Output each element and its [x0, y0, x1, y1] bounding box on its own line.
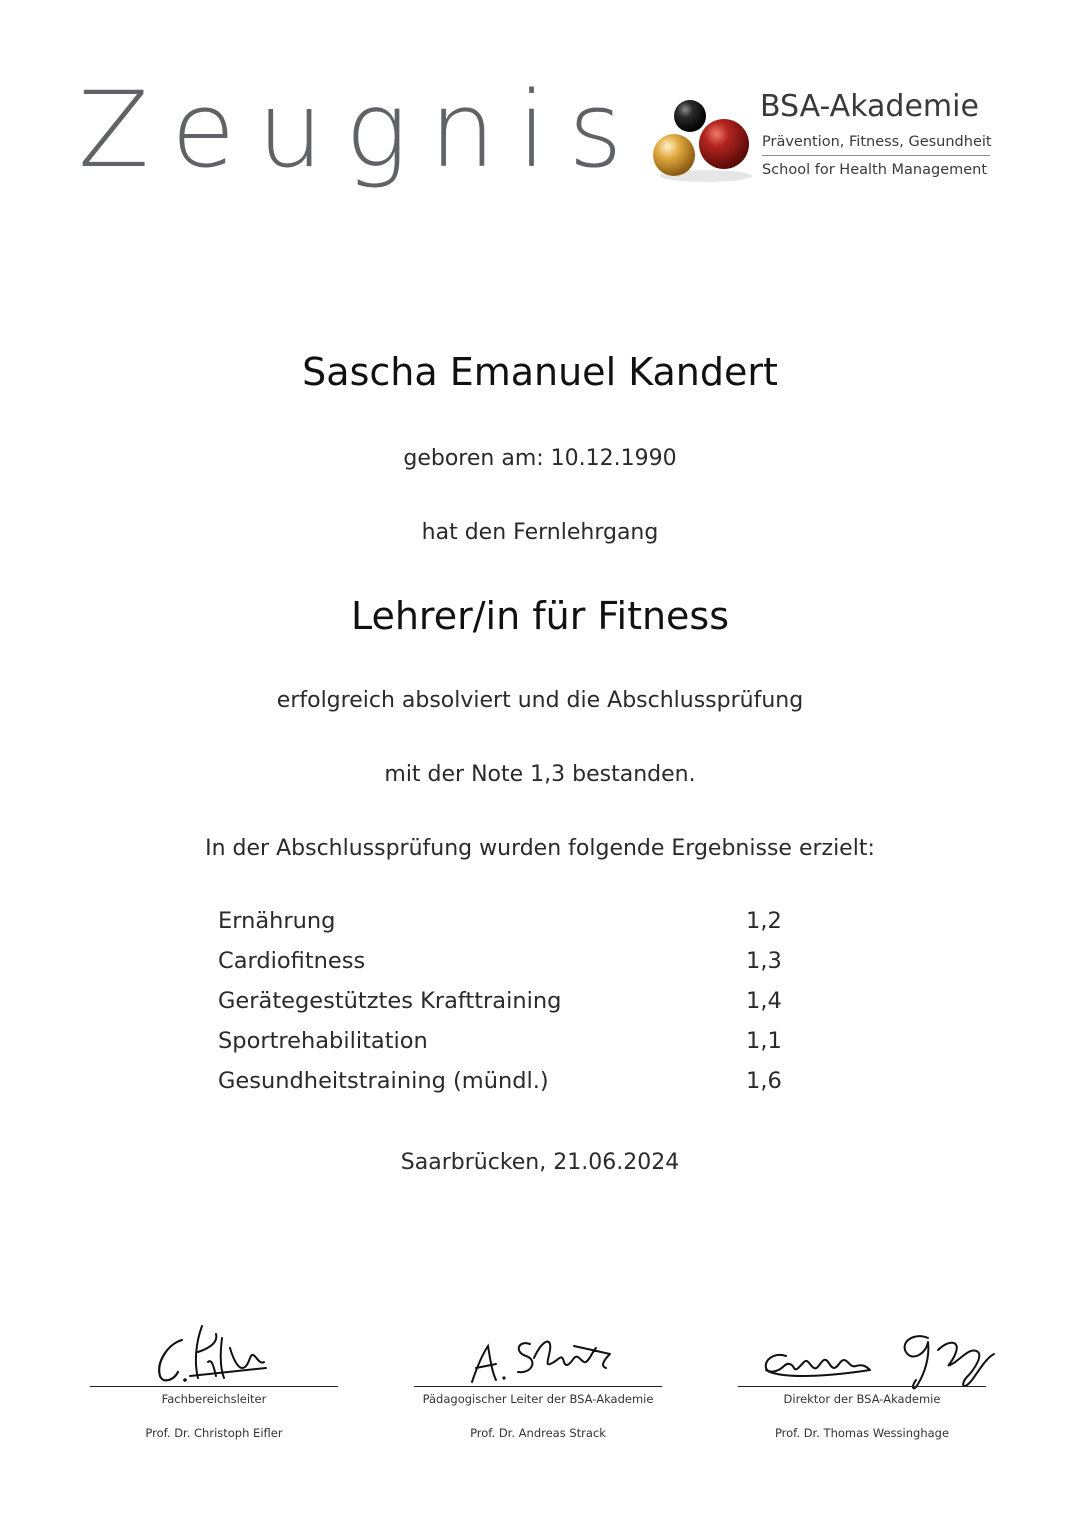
results-table	[218, 908, 798, 1108]
logo-school: School for Health Management	[762, 162, 988, 178]
signer-role: Direktor der BSA-Akademie	[783, 1392, 941, 1406]
logo-divider	[762, 155, 990, 156]
result-subject: Gesundheitstraining (mündl.)	[218, 1068, 549, 1094]
completion-line: erfolgreich absolviert und die Abschlussprüfung	[276, 688, 804, 713]
spheres-logo-icon	[648, 92, 758, 192]
signature-block-3	[738, 1318, 986, 1448]
signer-role: Fachbereichsleiter	[161, 1392, 267, 1406]
final-grade-line: mit der Note 1,3 bestanden.	[384, 762, 696, 787]
recipient-name: Sascha Emanuel Kandert	[302, 350, 778, 394]
result-subject: Sportrehabilitation	[218, 1028, 428, 1054]
signer-name: Prof. Dr. Christoph Eifler	[145, 1426, 283, 1440]
signature-block-1	[90, 1318, 338, 1448]
result-row	[218, 908, 798, 948]
signature-strack-icon	[414, 1318, 662, 1388]
logo-tagline: Prävention, Fitness, Gesundheit	[762, 134, 992, 150]
result-grade: 1,4	[746, 988, 782, 1014]
signature-eifler-icon	[90, 1318, 338, 1388]
bsa-logo	[648, 89, 998, 192]
result-row	[218, 988, 798, 1028]
place-date: Saarbrücken, 21.06.2024	[400, 1150, 680, 1175]
birth-date-line: geboren am: 10.12.1990	[403, 446, 677, 471]
signer-name: Prof. Dr. Thomas Wessinghage	[774, 1426, 950, 1440]
logo-brand: BSA-Akademie	[760, 89, 979, 124]
result-subject: Ernährung	[218, 908, 336, 934]
signature-block-2	[414, 1318, 662, 1448]
result-subject: Cardiofitness	[218, 948, 366, 974]
result-grade: 1,2	[746, 908, 782, 934]
document-title: Zeugnis	[78, 69, 645, 191]
signature-line	[90, 1386, 338, 1387]
result-row	[218, 1028, 798, 1068]
result-grade: 1,1	[746, 1028, 782, 1054]
course-name: Lehrer/in für Fitness	[350, 594, 730, 638]
results-intro: In der Abschlussprüfung wurden folgende Ergebnisse erzielt:	[205, 836, 875, 861]
result-grade: 1,3	[746, 948, 782, 974]
signer-name: Prof. Dr. Andreas Strack	[470, 1426, 606, 1440]
signature-line	[738, 1386, 986, 1387]
result-row	[218, 1068, 798, 1108]
result-row	[218, 948, 798, 988]
course-intro: hat den Fernlehrgang	[421, 520, 659, 545]
result-grade: 1,6	[746, 1068, 782, 1094]
signature-line	[414, 1386, 662, 1387]
signer-role: Pädagogischer Leiter der BSA-Akademie	[422, 1392, 654, 1406]
result-subject: Gerätegestütztes Krafttraining	[218, 988, 562, 1014]
